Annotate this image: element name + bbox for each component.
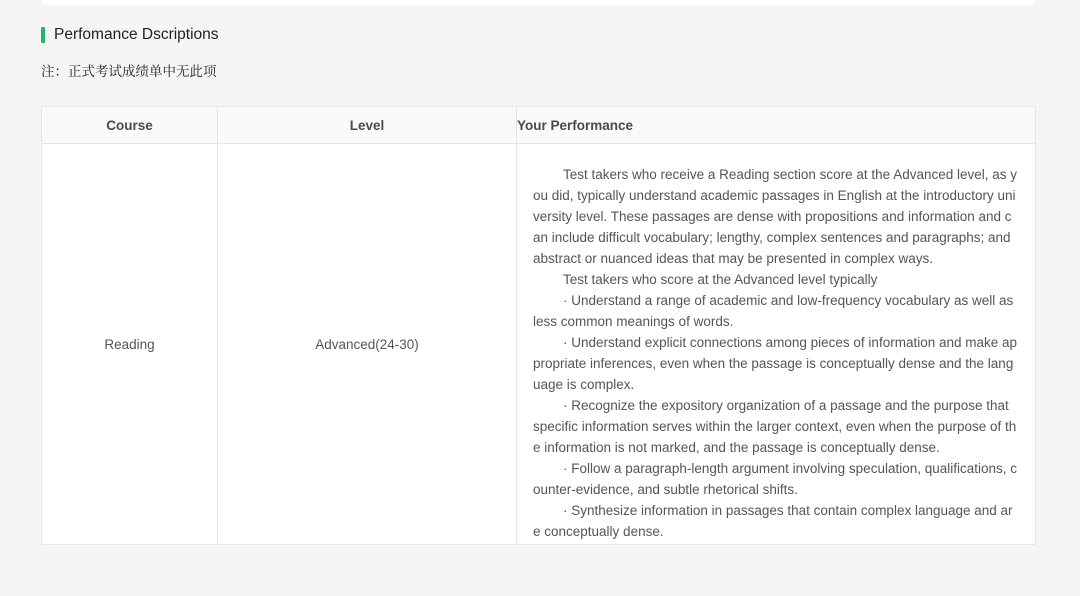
section-accent-bar [41,27,45,43]
performance-table [41,106,1036,545]
table-row [42,144,1036,545]
section-header [41,24,219,46]
header-performance: Your Performance [517,107,1036,144]
cell-course: Reading [42,144,218,545]
cell-performance [517,144,1036,545]
section-title: Perfomance Dscriptions [54,26,219,43]
table-header-row [42,107,1036,144]
performance-description: Test takers who receive a Reading section score at the Advanced level, as you did, typically understand academic passages in English at the introductory university level. These passages are dense with propositions and information and can include difficult vocabulary; lengthy, complex sentences and paragraphs; and abstract or nuanced ideas that may be presented in complex ways. Test takers who score at the Advanced level typically · Understand a range of academic and low-frequency vocabulary as well as less common meanings of words. · Understand explicit connections among pieces of information and make appropriate inferences, even when the passage is conceptually dense and the language is complex. · Recognize the expository organization of a passage and the purpose that specific information serves within the larger context, even when the purpose of the information is not marked, and the passage is conceptually dense. · Follow a paragraph-length argument involving speculation, qualifications, counter-evidence, and subtle rhetorical shifts. · Synthesize information in passages that contain complex language and are conceptually dense. [533,167,1018,539]
header-level: Level [218,107,517,144]
previous-card-bottom [42,0,1034,5]
cell-level: Advanced(24-30) [218,144,517,545]
header-course: Course [42,107,218,144]
section-note: 注：正式考试成绩单中无此项 [41,64,217,80]
